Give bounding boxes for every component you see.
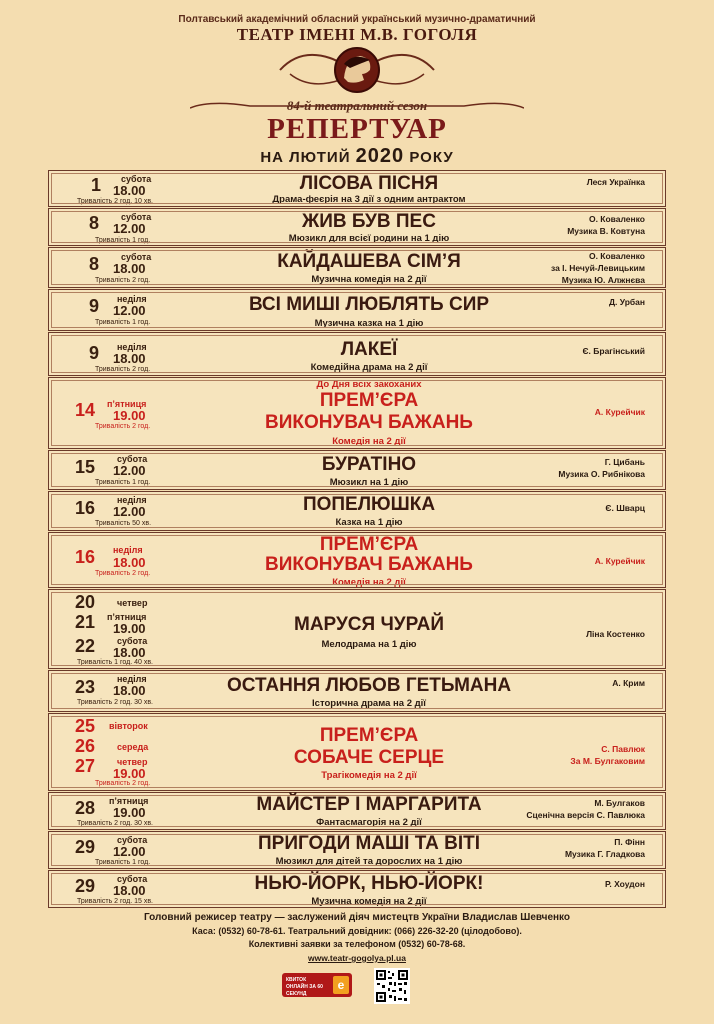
show-author [526,797,645,821]
footer [0,912,714,963]
month-suffix: РОКУ [409,149,454,166]
show-time: 18.00 [113,261,146,276]
show-duration: Тривалість 1 год. [95,319,151,326]
year: 2020 [355,145,405,167]
show-row [48,831,666,869]
show-duration: Тривалість 2 год. 30 хв. [77,699,154,706]
show-time: 19.00 [113,805,146,820]
show-time: 18.00 [113,645,146,660]
show-row [48,170,666,207]
show-genre: Трагікомедія на 2 дії [321,770,417,781]
buy-ticket-online-button[interactable] [282,973,352,997]
show-weekday: вівторок [109,721,148,731]
show-author [567,213,645,237]
show-author: Ліна Костенко [586,629,645,639]
show-title: ЛАКЕЇ [340,339,398,360]
author-line: М. Булгаков [594,798,645,808]
show-title: ПРИГОДИ МАШІ ТА ВІТІ [258,833,480,854]
show-day: 1 [91,175,102,195]
show-duration: Тривалість 2 год. [95,423,151,430]
show-title: СОБАЧЕ СЕРЦЕ [293,747,445,768]
show-weekday: четвер [117,757,148,767]
author-line: Сценічна версія С. Павлюка [526,810,645,820]
qr-code-icon[interactable] [374,968,410,1004]
show-day: 9 [89,343,100,363]
show-day: 22 [75,636,96,656]
show-genre: Мюзикл на 1 дію [329,477,409,488]
show-genre: Музична казка на 1 дію [314,318,424,329]
show-time: 12.00 [113,221,146,236]
show-time: 19.00 [113,621,146,636]
show-author: Леся Українка [586,177,645,187]
show-row [48,670,666,712]
show-time: 12.00 [113,844,146,859]
show-genre: Комедія на 2 дії [332,577,406,588]
theatre-name: ТЕАТР ІМЕНІ М.В. ГОГОЛЯ [236,25,478,44]
season-label: 84-й театральний сезон [286,98,428,113]
show-weekday: субота [121,174,152,184]
show-weekday: субота [117,835,148,845]
show-author: А. Крим [612,678,645,688]
show-genre: Мюзикл для всієї родини на 1 дію [288,233,450,244]
show-row [48,589,666,669]
author-line: О. Коваленко [588,251,645,261]
show-title: ВСІ МИШІ ЛЮБЛЯТЬ СИР [248,294,490,315]
header [0,0,714,168]
director-credit: Головний режисер театру — заслужений діяч мистецтв України Владислав Шевченко [143,912,571,923]
show-genre: Казка на 1 дію [335,517,403,528]
show-genre: Комедія на 2 дії [332,436,406,447]
show-author: Д. Урбан [608,297,645,307]
box-office-info: Каса: (0532) 60-78-61. Театральний довідник: (066) 226-32-20 (цілодобово). [192,926,522,936]
show-row [48,208,666,246]
theatre-subtitle: Полтавський академічний обласний український музично-драматичний [178,14,536,25]
author-line: за І. Нечуй-Левицьким [550,263,645,273]
ticket-button-label: КВИТОК ОНЛАЙН ЗА 60 СЕКУНД [286,977,323,997]
show-weekday: п’ятниця [107,399,147,409]
show-day: 25 [75,716,96,736]
show-time: 18.00 [113,555,146,570]
show-weekday: субота [117,454,148,464]
show-title: НЬЮ-ЙОРК, НЬЮ-ЙОРК! [254,873,484,894]
show-title: МАРУСЯ ЧУРАЙ [294,614,444,635]
show-title: ВИКОНУВАЧ БАЖАНЬ [265,412,473,433]
show-duration: Тривалість 1 год. 40 хв. [77,659,154,666]
author-line: Музика О. Рибнікова [558,469,645,479]
show-weekday: неділя [117,674,147,684]
show-duration: Тривалість 50 хв. [95,520,152,527]
show-duration: Тривалість 2 год. 15 хв. [77,898,154,905]
show-time: 18.00 [113,183,146,198]
show-genre: Музична комедія на 2 дії [311,896,427,907]
show-weekday: п’ятниця [107,612,147,622]
show-day: 26 [75,736,96,756]
website-link[interactable]: www.teatr-gogolya.pl.ua [308,953,406,963]
author-line: Г. Цибань [604,457,645,467]
author-line: О. Коваленко [588,214,645,224]
show-time: 18.00 [113,683,146,698]
show-genre: Комедійна драма на 2 дії [310,362,428,373]
show-row [48,870,666,908]
show-duration: Тривалість 2 год. [95,366,151,373]
show-time: 12.00 [113,463,146,478]
show-day: 15 [75,457,96,477]
theatre-emblem-icon [270,44,444,96]
show-day: 16 [75,498,96,518]
show-duration: Тривалість 2 год. 10 хв. [77,198,154,205]
show-row-premiere [48,713,666,791]
show-row [48,289,666,331]
show-row-premiere [48,377,666,449]
show-weekday: субота [117,636,148,646]
show-genre: Мюзикл для дітей та дорослих на 1 дію [275,856,463,867]
show-title: МАЙСТЕР І МАРГАРИТА [256,794,482,815]
show-duration: Тривалість 2 год. [95,780,151,787]
show-day: 28 [75,798,96,818]
show-weekday: неділя [117,294,147,304]
show-author: А. Курейчик [594,407,645,417]
author-line: Музика Г. Гладкова [564,849,645,859]
show-genre: Драма-феєрія на 3 дії з одним антрактом [272,194,466,205]
show-weekday: неділя [117,342,147,352]
show-duration: Тривалість 1 год. [95,237,151,244]
show-duration: Тривалість 1 год. [95,479,151,486]
collective-orders-info: Колективні заявки за телефоном (0532) 60-78-68. [248,939,466,949]
show-weekday: четвер [117,598,148,608]
show-time: 18.00 [113,883,146,898]
show-duration: Тривалість 2 год. [95,570,151,577]
show-weekday: субота [121,212,152,222]
show-author: Є. Брагінський [582,346,645,356]
show-title: ЖИВ БУВ ПЕС [302,211,436,232]
show-day: 9 [89,296,100,316]
show-author [558,456,645,480]
show-row [48,332,666,376]
author-line: П. Фінн [614,837,645,847]
show-author [565,836,645,860]
month-heading [0,145,714,168]
show-time: 12.00 [113,504,146,519]
premiere-label: ПРЕМ’ЄРА [319,534,419,555]
show-author: А. Курейчик [594,556,645,566]
show-time: 19.00 [113,766,146,781]
show-weekday: п’ятниця [109,796,149,806]
show-genre: Історична драма на 2 дії [312,698,426,709]
show-duration: Тривалість 1 год. [95,859,151,866]
premiere-label: ПРЕМ’ЄРА [319,390,419,411]
show-row [48,491,666,531]
show-day: 23 [75,677,96,697]
show-author [551,250,645,286]
show-title: ВИКОНУВАЧ БАЖАНЬ [265,554,473,575]
show-author: Є. Шварц [605,503,645,513]
show-title: ЛІСОВА ПІСНЯ [299,173,439,194]
show-day: 16 [75,547,96,567]
premiere-label: ПРЕМ’ЄРА [319,725,419,746]
show-duration: Тривалість 2 год. [95,277,151,284]
show-note: До Дня всіх закоханих [316,379,422,390]
show-row [48,450,666,490]
show-weekday: неділя [113,545,143,555]
show-day: 8 [89,254,100,274]
show-title: ОСТАННЯ ЛЮБОВ ГЕТЬМАНА [226,675,512,696]
show-title: ПОПЕЛЮШКА [302,494,436,515]
show-genre: Музична комедія на 2 дії [311,274,427,285]
show-genre: Мелодрама на 1 дію [321,639,417,650]
show-duration: Тривалість 2 год. 30 хв. [77,820,154,827]
show-time: 12.00 [113,303,146,318]
e-ticket-icon: e [333,976,349,994]
show-weekday: неділя [117,495,147,505]
show-author: Р. Хоудон [605,879,645,889]
show-time: 19.00 [113,408,146,423]
show-row [48,247,666,288]
show-day: 29 [75,837,96,857]
show-day: 14 [75,400,96,420]
show-row-premiere [48,532,666,588]
author-line: Музика В. Ковтуна [567,226,645,236]
show-row [48,792,666,830]
month-prefix: НА ЛЮТИЙ [260,149,351,166]
show-weekday: субота [117,874,148,884]
show-day: 27 [75,756,96,776]
author-line: За М. Булгаковим [570,756,645,766]
show-day: 8 [89,213,100,233]
show-day: 29 [75,876,96,896]
author-line: С. Павлюк [601,744,645,754]
show-title: БУРАТІНО [321,454,417,475]
show-weekday: середа [117,742,149,752]
page-title: РЕПЕРТУАР [267,113,447,145]
author-line: Музика Ю. Алжнєва [561,275,645,285]
show-day: 20 [75,592,96,612]
show-weekday: субота [121,252,152,262]
show-time: 18.00 [113,351,146,366]
show-author [570,743,645,767]
show-title: КАЙДАШЕВА СІМ’Я [277,251,461,272]
show-genre: Фантасмагорія на 2 дії [316,817,422,828]
show-day: 21 [75,612,96,632]
